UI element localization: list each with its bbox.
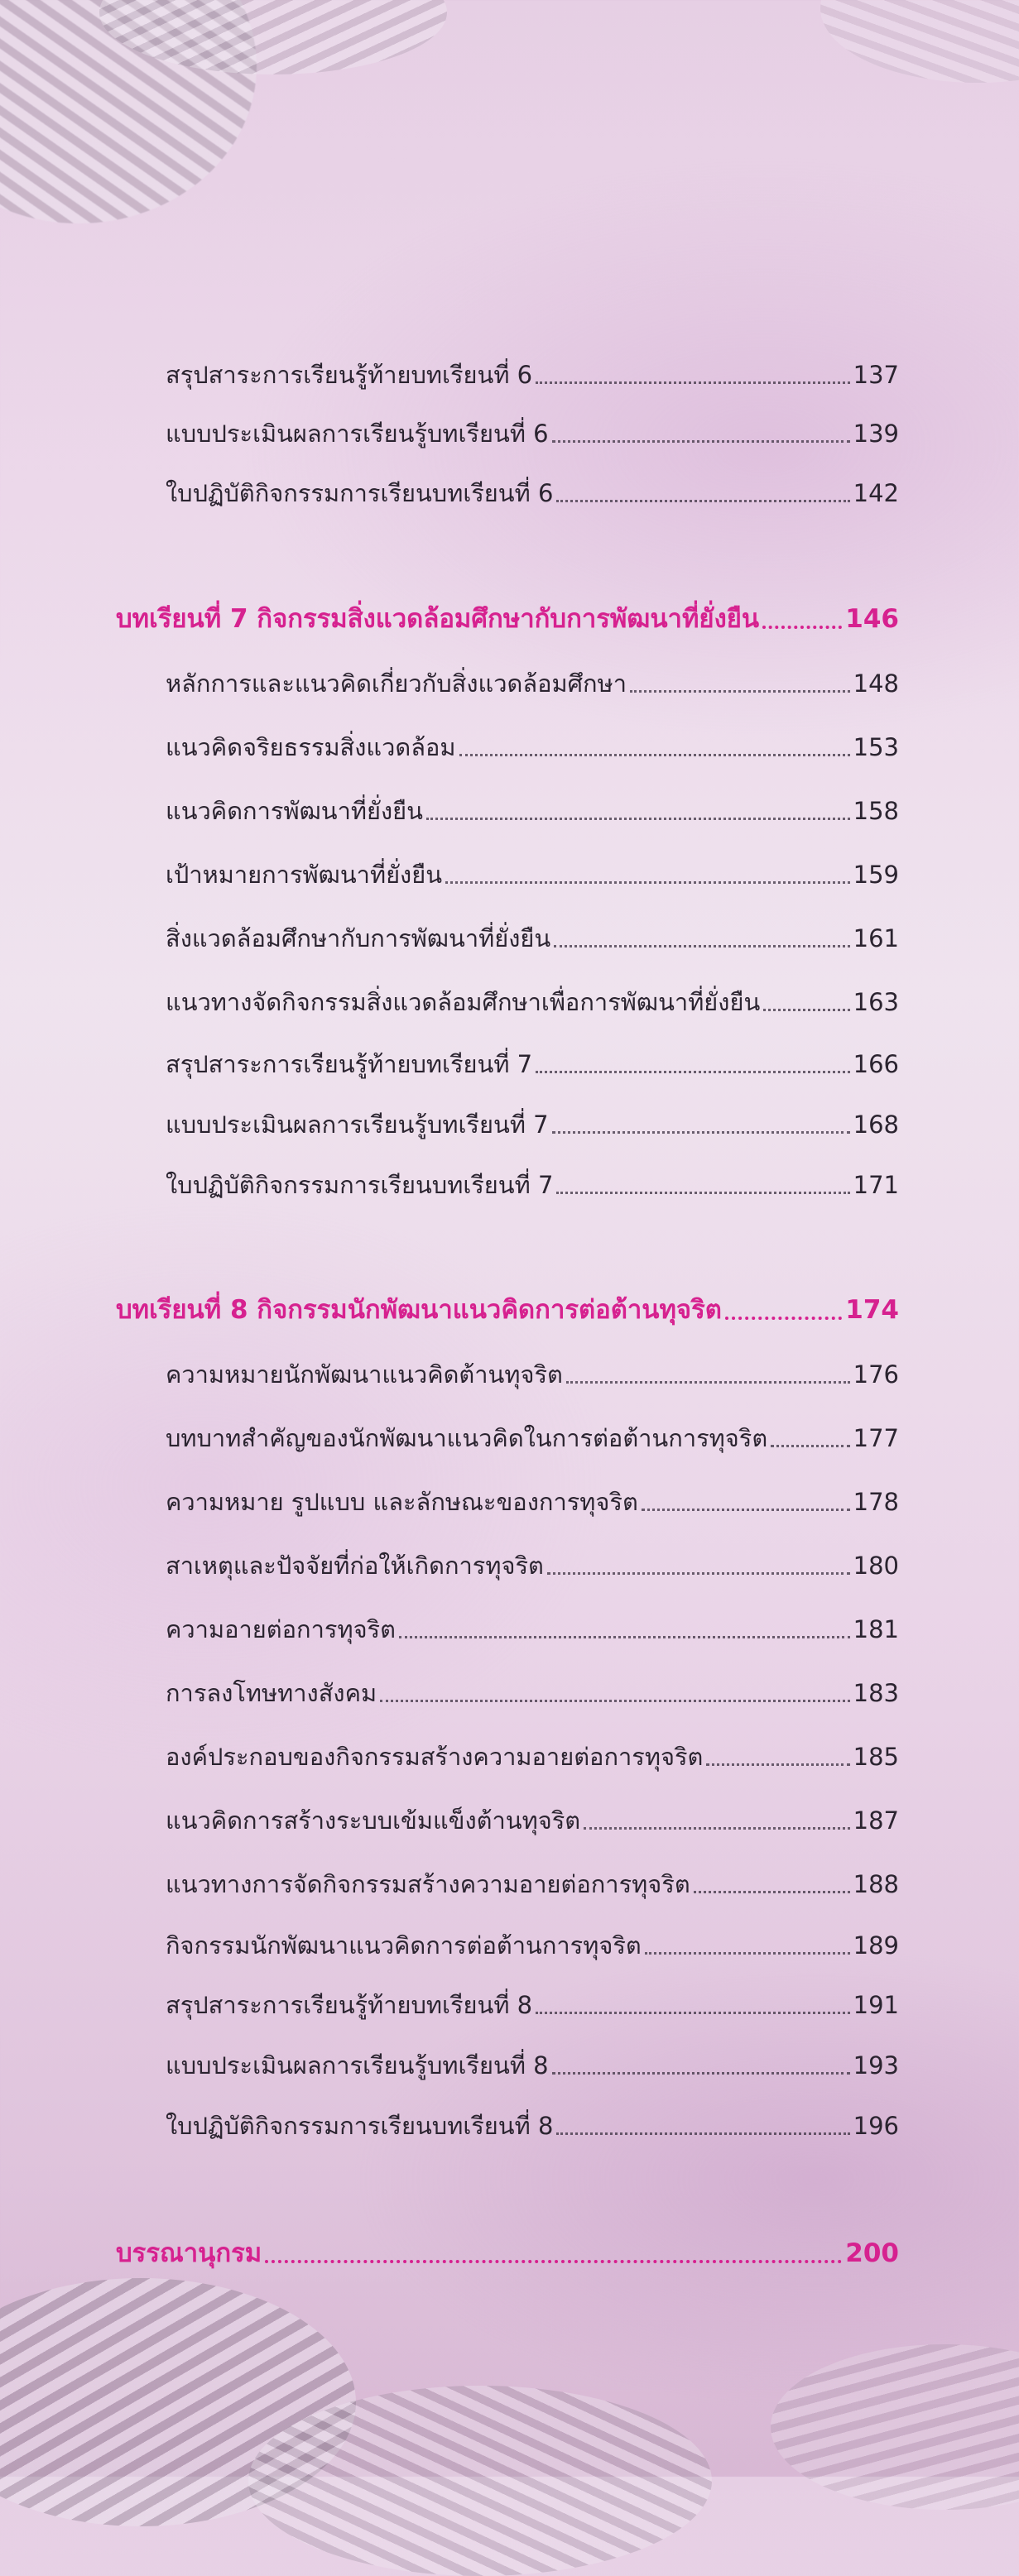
toc-entry-page: 142 [853, 479, 899, 507]
toc-entry-title: แนวคิดการสร้างระบบเข้มแข็งต้านทุจริต [166, 1806, 581, 1835]
toc-entry[interactable] [166, 2100, 899, 2140]
toc-entry[interactable] [166, 1731, 899, 1771]
toc-entry-title: แบบประเมินผลการเรียนรู้บทเรียนที่ 8 [166, 2051, 549, 2080]
toc-leader-dots [762, 626, 842, 629]
toc-entry-title: ความอายต่อการทุจริต [166, 1615, 396, 1643]
toc-leader-dots [630, 690, 850, 693]
toc-entry-page: 188 [853, 1870, 899, 1898]
toc-entry[interactable] [166, 1920, 899, 1960]
toc-leader-dots [536, 381, 850, 384]
toc-entry-page: 187 [853, 1806, 899, 1835]
toc-leader-dots [706, 1763, 849, 1766]
toc-entry-page: 168 [853, 1111, 899, 1139]
toc-entry-page: 159 [853, 861, 899, 889]
toc-entry-title: แนวคิดจริยธรรมสิ่งแวดล้อม [166, 733, 456, 761]
toc-entry-page: 148 [853, 669, 899, 698]
toc-entry[interactable] [166, 1795, 899, 1835]
toc-entry-page: 185 [853, 1743, 899, 1771]
toc-entry-page: 139 [853, 420, 899, 448]
toc-entry[interactable] [166, 2040, 899, 2080]
toc-entry-page: 178 [853, 1488, 899, 1516]
toc-entry-title: สาเหตุและปัจจัยที่ก่อให้เกิดการทุจริต [166, 1552, 544, 1580]
toc-entry[interactable] [166, 1099, 899, 1139]
toc-entry[interactable] [166, 1039, 899, 1078]
toc-entry-page: 196 [853, 2112, 899, 2140]
rope-decoration-top-left [0, 0, 257, 223]
toc-entry[interactable] [166, 468, 899, 507]
toc-entry-page: 171 [853, 1171, 899, 1199]
toc-leader-dots [552, 440, 850, 443]
toc-entry[interactable] [166, 1540, 899, 1580]
toc-chapter-heading[interactable] [116, 594, 899, 634]
toc-entry-page: 193 [853, 2051, 899, 2080]
rope-decoration-top-right [820, 0, 1019, 83]
toc-entry-title: แนวทางการจัดกิจกรรมสร้างความอายต่อการทุจริต [166, 1870, 690, 1898]
toc-entry[interactable] [166, 722, 899, 761]
toc-leader-dots [556, 2132, 849, 2135]
toc-chapter-page: 146 [845, 604, 899, 634]
toc-leader-dots [552, 1131, 850, 1134]
toc-entry[interactable] [166, 408, 899, 448]
toc-leader-dots [556, 500, 849, 502]
toc-leader-dots [380, 1700, 850, 1702]
toc-leader-dots [566, 1381, 850, 1384]
rope-decoration-bottom-right [771, 2344, 1019, 2510]
toc-entry-title: ใบปฏิบัติกิจกรรมการเรียนบทเรียนที่ 8 [166, 2112, 554, 2140]
toc-leader-dots [584, 1827, 850, 1830]
toc-entry[interactable] [166, 785, 899, 825]
toc-leader-dots [426, 818, 850, 820]
toc-entry-page: 137 [853, 361, 899, 389]
toc-entry[interactable] [166, 849, 899, 889]
toc-entry-title: องค์ประกอบของกิจกรรมสร้างความอายต่อการทุจริต [166, 1743, 704, 1771]
toc-entry[interactable] [166, 1979, 899, 2019]
toc-entry-title: หลักการและแนวคิดเกี่ยวกับสิ่งแวดล้อมศึกษา [166, 669, 627, 698]
toc-leader-dots [763, 1009, 849, 1011]
toc-leader-dots [554, 945, 849, 947]
toc-entry[interactable] [166, 1667, 899, 1707]
toc-leader-dots [265, 2260, 842, 2263]
toc-entry-title: ใบปฏิบัติกิจกรรมการเรียนบทเรียนที่ 7 [166, 1171, 554, 1199]
toc-entry-title: ความหมาย รูปแบบ และลักษณะของการทุจริต [166, 1488, 638, 1516]
toc-entry-page: 181 [853, 1615, 899, 1643]
toc-entry-title: แบบประเมินผลการเรียนรู้บทเรียนที่ 6 [166, 420, 549, 448]
toc-leader-dots [694, 1891, 850, 1893]
toc-entry-page: 189 [853, 1931, 899, 1960]
toc-chapter-title: บทเรียนที่ 7 กิจกรรมสิ่งแวดล้อมศึกษากับการพัฒนาที่ยั่งยืน [116, 604, 760, 634]
toc-chapter-title: บทเรียนที่ 8 กิจกรรมนักพัฒนาแนวคิดการต่อต้านทุจริต [116, 1295, 722, 1325]
toc-leader-dots [725, 1317, 842, 1320]
toc-chapter-heading[interactable] [116, 1285, 899, 1325]
toc-entry-title: แบบประเมินผลการเรียนรู้บทเรียนที่ 7 [166, 1111, 549, 1139]
toc-entry-title: สิ่งแวดล้อมศึกษากับการพัฒนาที่ยั่งยืน [166, 924, 551, 952]
toc-leader-dots [445, 881, 850, 884]
toc-entry-title: แนวคิดการพัฒนาที่ยั่งยืน [166, 797, 423, 825]
toc-entry-page: 163 [853, 988, 899, 1016]
toc-entry-title: สรุปสาระการเรียนรู้ท้ายบทเรียนที่ 8 [166, 1991, 533, 2019]
toc-entry[interactable] [166, 1159, 899, 1199]
toc-leader-dots [552, 2072, 850, 2075]
toc-entry-page: 158 [853, 797, 899, 825]
toc-entry[interactable] [166, 658, 899, 698]
toc-entry-page: 183 [853, 1679, 899, 1707]
toc-leader-dots [547, 1572, 850, 1575]
toc-leader-dots [399, 1636, 850, 1638]
toc-entry-page: 153 [853, 733, 899, 761]
toc-chapter-title: บรรณานุกรม [116, 2238, 262, 2268]
toc-entry[interactable] [166, 976, 899, 1016]
toc-entry[interactable] [166, 1859, 899, 1898]
toc-entry-title: แนวทางจัดกิจกรรมสิ่งแวดล้อมศึกษาเพื่อการพัฒนาที่ยั่งยืน [166, 988, 761, 1016]
rope-decoration-bottom-left [0, 2278, 356, 2526]
toc-entry-title: เป้าหมายการพัฒนาที่ยั่งยืน [166, 861, 443, 889]
toc-entry-title: กิจกรรมนักพัฒนาแนวคิดการต่อต้านการทุจริต [166, 1931, 642, 1960]
toc-entry[interactable] [166, 1604, 899, 1643]
toc-bibliography-heading[interactable] [116, 2228, 899, 2268]
toc-leader-dots [642, 1509, 850, 1511]
toc-entry[interactable] [166, 1476, 899, 1516]
toc-entry[interactable] [166, 349, 899, 389]
toc-chapter-page: 200 [845, 2238, 899, 2268]
toc-entry[interactable] [166, 913, 899, 952]
toc-entry-title: สรุปสาระการเรียนรู้ท้ายบทเรียนที่ 7 [166, 1050, 533, 1078]
toc-entry[interactable] [166, 1413, 899, 1452]
toc-chapter-page: 174 [845, 1295, 899, 1325]
toc-leader-dots [771, 1445, 849, 1447]
toc-entry-title: สรุปสาระการเรียนรู้ท้ายบทเรียนที่ 6 [166, 361, 533, 389]
toc-entry-page: 180 [853, 1552, 899, 1580]
toc-entry-page: 177 [853, 1424, 899, 1452]
toc-leader-dots [536, 2012, 850, 2014]
rope-decoration-top [99, 0, 447, 74]
toc-leader-dots [645, 1952, 850, 1955]
toc-entry-page: 191 [853, 1991, 899, 2019]
toc-leader-dots [536, 1071, 850, 1073]
toc-leader-dots [556, 1192, 849, 1194]
toc-entry[interactable] [166, 1349, 899, 1389]
toc-leader-dots [459, 754, 850, 756]
toc-entry-title: บทบาทสำคัญของนักพัฒนาแนวคิดในการต่อต้านการทุจริต [166, 1424, 768, 1452]
toc-entry-title: การลงโทษทางสังคม [166, 1679, 377, 1707]
toc-entry-page: 176 [853, 1360, 899, 1389]
rope-decoration-bottom [248, 2386, 712, 2576]
toc-entry-page: 161 [853, 924, 899, 952]
toc-entry-title: ความหมายนักพัฒนาแนวคิดต้านทุจริต [166, 1360, 563, 1389]
toc-entry-title: ใบปฏิบัติกิจกรรมการเรียนบทเรียนที่ 6 [166, 479, 554, 507]
toc-entry-page: 166 [853, 1050, 899, 1078]
